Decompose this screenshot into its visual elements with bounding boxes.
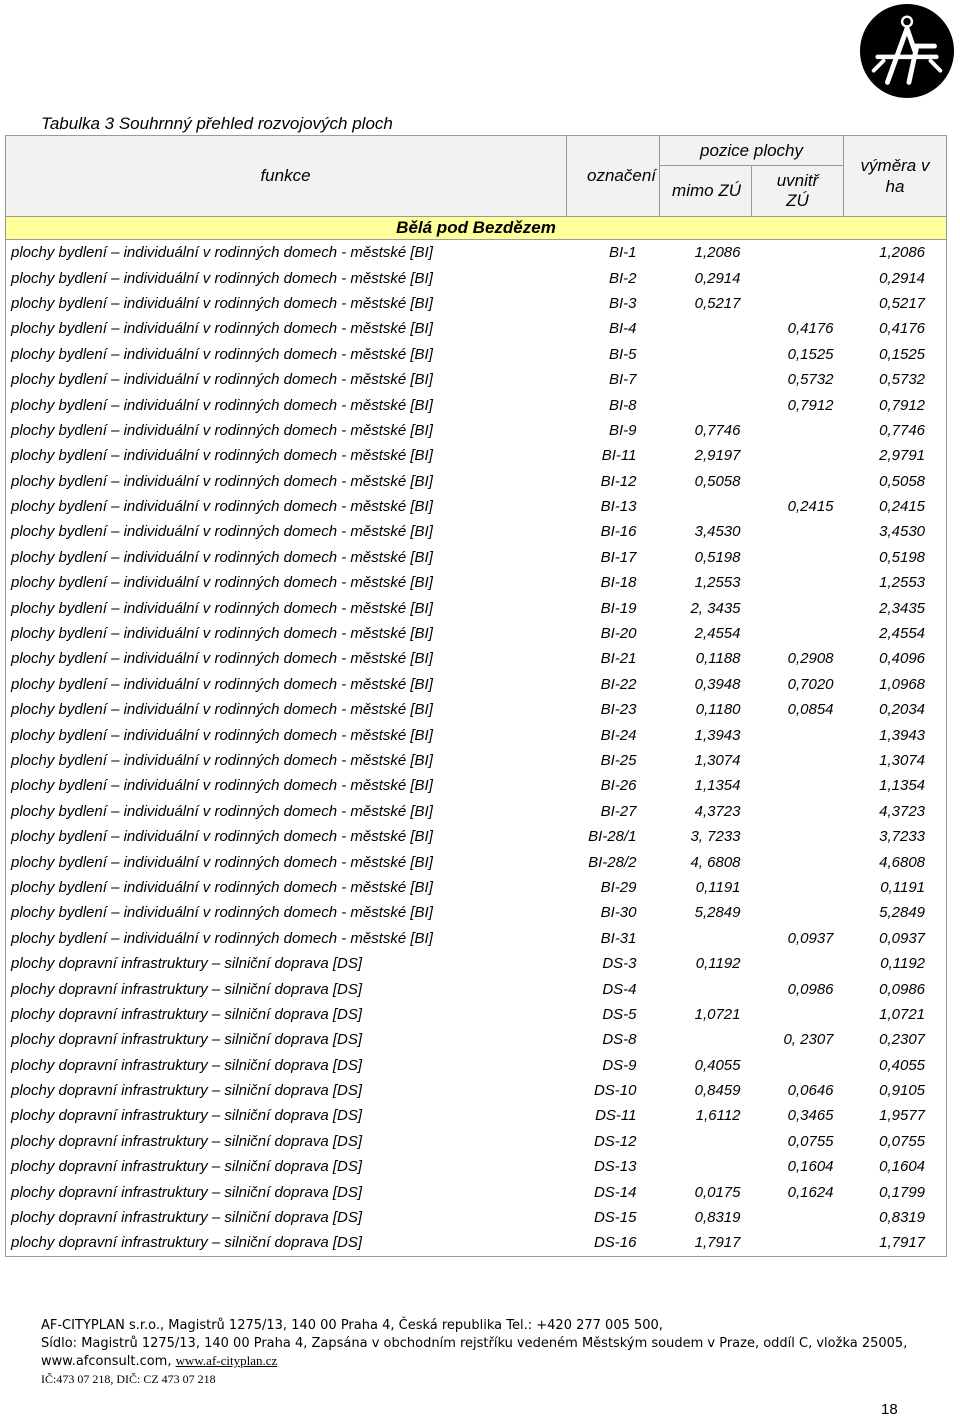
- table-row: [6, 494, 947, 519]
- cell-vymera: 0,7912: [844, 392, 947, 417]
- cell-vymera: 0,0755: [844, 1129, 947, 1154]
- cell-funkce: plochy bydlení – individuální v rodinných domech - městské [BI]: [6, 748, 567, 773]
- cell-oznaceni: BI-20: [600, 625, 637, 643]
- cell-oznaceni: BI-7: [608, 371, 637, 389]
- table-row: [6, 1179, 947, 1204]
- cell-funkce: plochy dopravní infrastruktury – silniční doprava [DS]: [6, 1129, 567, 1154]
- table-caption: Tabulka 3 Souhrnný přehled rozvojových ploch: [41, 114, 393, 133]
- table-row: [6, 951, 947, 976]
- cell-funkce: plochy bydlení – individuální v rodinných domech - městské [BI]: [6, 545, 567, 570]
- cell-mimo-zu: 0,2914: [694, 269, 741, 287]
- cell-uvnitr-zu: [752, 1053, 844, 1078]
- cell-uvnitr-zu: [752, 545, 844, 570]
- cell-funkce: plochy bydlení – individuální v rodinných domech - městské [BI]: [6, 570, 567, 595]
- cell-mimo-zu: 4,3723: [694, 802, 741, 820]
- cell-vymera: 0,9105: [844, 1078, 947, 1103]
- footer-web-afconsult: www.afconsult.com,: [41, 1354, 176, 1369]
- cell-mimo-zu: 2,9197: [694, 447, 741, 465]
- table-row: [6, 1103, 947, 1128]
- cell-uvnitr-zu: [752, 1205, 844, 1230]
- table-row: [6, 392, 947, 417]
- cell-mimo-zu: 0,0175: [694, 1183, 741, 1201]
- cell-funkce: plochy bydlení – individuální v rodinných domech - městské [BI]: [6, 469, 567, 494]
- cell-mimo-zu: 0,1180: [695, 701, 741, 719]
- cell-oznaceni: DS-13: [593, 1158, 637, 1176]
- cell-funkce: plochy bydlení – individuální v rodinných domech - městské [BI]: [6, 722, 567, 747]
- table-row: [6, 291, 947, 316]
- cell-funkce: plochy bydlení – individuální v rodinných domech - městské [BI]: [6, 367, 567, 392]
- table-row: [6, 672, 947, 697]
- table-row: [6, 570, 947, 595]
- cell-funkce: plochy bydlení – individuální v rodinných domech - městské [BI]: [6, 824, 567, 849]
- cell-funkce: plochy dopravní infrastruktury – silniční doprava [DS]: [6, 1027, 567, 1052]
- cell-mimo-zu: [660, 1154, 752, 1179]
- cell-mimo-zu: [660, 976, 752, 1001]
- table-row: [6, 519, 947, 544]
- cell-funkce: plochy dopravní infrastruktury – silniční doprava [DS]: [6, 1078, 567, 1103]
- cell-oznaceni: DS-10: [593, 1082, 637, 1100]
- cell-vymera: 4,6808: [844, 849, 947, 874]
- table-row: [6, 1154, 947, 1179]
- cell-uvnitr-zu: [752, 265, 844, 290]
- cell-uvnitr-zu: 0,2415: [787, 498, 834, 516]
- cell-vymera: 0,5058: [844, 469, 947, 494]
- table-row: [6, 1002, 947, 1027]
- cell-mimo-zu: 3, 7233: [690, 828, 741, 846]
- cell-funkce: plochy dopravní infrastruktury – silniční doprava [DS]: [6, 976, 567, 1001]
- table-row: [6, 1205, 947, 1230]
- cell-vymera: 0,0986: [844, 976, 947, 1001]
- table-row: [6, 824, 947, 849]
- cell-uvnitr-zu: 0,0854: [787, 701, 834, 719]
- cell-uvnitr-zu: [752, 519, 844, 544]
- cell-vymera: 0,1799: [844, 1179, 947, 1204]
- cell-vymera: 0,2914: [844, 265, 947, 290]
- cell-oznaceni: DS-4: [602, 980, 637, 998]
- cell-oznaceni: BI-3: [608, 294, 637, 312]
- cell-uvnitr-zu: 0,7912: [787, 396, 834, 414]
- table-row: [6, 595, 947, 620]
- table-row: [6, 1078, 947, 1103]
- cell-mimo-zu: 4, 6808: [690, 853, 741, 871]
- cell-vymera: 0,0937: [844, 926, 947, 951]
- cell-mimo-zu: 1,3074: [694, 752, 741, 769]
- cell-uvnitr-zu: 0,2908: [787, 650, 834, 668]
- cell-vymera: 0,5732: [844, 367, 947, 392]
- cell-uvnitr-zu: [752, 240, 844, 266]
- cell-mimo-zu: 1,3943: [694, 726, 741, 744]
- cell-mimo-zu: 2,4554: [694, 625, 741, 643]
- footer-link-cityplan[interactable]: www.af-cityplan.cz: [175, 1353, 278, 1368]
- cell-uvnitr-zu: 0,0646: [787, 1082, 834, 1100]
- cell-mimo-zu: 1,6112: [695, 1107, 741, 1125]
- cell-uvnitr-zu: [752, 621, 844, 646]
- cell-vymera: 1,3943: [844, 722, 947, 747]
- page-number: 18: [881, 1401, 898, 1418]
- cell-funkce: plochy dopravní infrastruktury – silniční doprava [DS]: [6, 1179, 567, 1204]
- cell-oznaceni: DS-8: [602, 1031, 637, 1049]
- cell-oznaceni: DS-15: [593, 1209, 637, 1227]
- footer-line-1: AF-CITYPLAN s.r.o., Magistrů 1275/13, 140 00 Praha 4, Česká republika Tel.: +420 277 005 500,: [41, 1318, 663, 1333]
- cell-vymera: 0,7746: [844, 418, 947, 443]
- table-row: [6, 240, 947, 266]
- cell-oznaceni: BI-21: [600, 650, 637, 668]
- table-row: [6, 849, 947, 874]
- cell-oznaceni: DS-16: [567, 1230, 660, 1256]
- table-row: [6, 748, 947, 773]
- table-row: [6, 976, 947, 1001]
- cell-oznaceni: BI-19: [600, 599, 637, 617]
- cell-funkce: plochy bydlení – individuální v rodinných domech - městské [BI]: [6, 494, 567, 519]
- cell-oznaceni: DS-9: [602, 1056, 637, 1074]
- cell-funkce: plochy dopravní infrastruktury – silniční doprava [DS]: [6, 951, 567, 976]
- cell-vymera: 0,1604: [844, 1154, 947, 1179]
- cell-oznaceni: BI-8: [608, 396, 637, 414]
- cell-uvnitr-zu: 0,5732: [787, 371, 834, 389]
- cell-uvnitr-zu: [752, 748, 844, 773]
- cell-uvnitr-zu: [752, 469, 844, 494]
- cell-oznaceni: BI-5: [608, 345, 637, 363]
- footer-line-2: Sídlo: Magistrů 1275/13, 140 00 Praha 4, Zapsána v obchodním rejstříku vedeném Městským soudem v Praze, oddíl C, vložka 25005,: [41, 1335, 908, 1351]
- cell-mimo-zu: 0,7746: [694, 421, 741, 439]
- cell-funkce: plochy bydlení – individuální v rodinných domech - městské [BI]: [6, 875, 567, 900]
- header-uvnitr-zu: uvnitř ZÚ: [752, 166, 844, 217]
- cell-oznaceni: BI-22: [600, 675, 637, 693]
- table-row: [6, 926, 947, 951]
- cell-mimo-zu: 1,0721: [694, 1005, 741, 1023]
- cell-mimo-zu: 1,2086: [694, 244, 741, 262]
- cell-uvnitr-zu: [752, 849, 844, 874]
- cell-oznaceni: BI-11: [601, 447, 637, 465]
- cell-vymera: 1,0968: [844, 672, 947, 697]
- cell-funkce: plochy bydlení – individuální v rodinných domech - městské [BI]: [6, 342, 567, 367]
- cell-mimo-zu: 1,7917: [660, 1230, 752, 1256]
- cell-oznaceni: BI-26: [600, 777, 637, 795]
- cell-oznaceni: BI-12: [600, 472, 637, 490]
- cell-uvnitr-zu: [752, 824, 844, 849]
- cell-oznaceni: BI-28/1: [588, 828, 637, 846]
- cell-oznaceni: BI-13: [600, 498, 637, 516]
- table-row: [6, 367, 947, 392]
- cell-uvnitr-zu: [752, 595, 844, 620]
- header-pozice: pozice plochy: [660, 136, 844, 166]
- cell-oznaceni: BI-2: [608, 269, 637, 287]
- cell-oznaceni: BI-9: [608, 421, 637, 439]
- cell-vymera: 0,1192: [844, 951, 947, 976]
- cell-uvnitr-zu: [752, 773, 844, 798]
- cell-uvnitr-zu: [752, 1230, 844, 1256]
- cell-oznaceni: BI-23: [600, 701, 637, 719]
- table-row: [6, 1027, 947, 1052]
- cell-oznaceni: BI-25: [600, 752, 637, 769]
- cell-oznaceni: BI-29: [600, 878, 637, 896]
- cell-mimo-zu: [660, 367, 752, 392]
- cell-mimo-zu: 0,5217: [694, 294, 741, 312]
- cell-funkce: plochy bydlení – individuální v rodinných domech - městské [BI]: [6, 672, 567, 697]
- cell-funkce: plochy bydlení – individuální v rodinných domech - městské [BI]: [6, 519, 567, 544]
- cell-mimo-zu: 2, 3435: [690, 599, 741, 617]
- cell-uvnitr-zu: [752, 570, 844, 595]
- cell-funkce: plochy bydlení – individuální v rodinných domech - městské [BI]: [6, 646, 567, 671]
- table-row: [6, 1230, 947, 1256]
- cell-uvnitr-zu: [752, 799, 844, 824]
- cell-mimo-zu: 0,3948: [694, 675, 741, 693]
- cell-funkce: plochy bydlení – individuální v rodinných domech - městské [BI]: [6, 291, 567, 316]
- cell-oznaceni: BI-17: [600, 548, 637, 566]
- table-row: [6, 773, 947, 798]
- af-logo: [858, 2, 956, 100]
- cell-funkce: plochy bydlení – individuální v rodinných domech - městské [BI]: [6, 926, 567, 951]
- header-mimo-zu: mimo ZÚ: [660, 166, 752, 217]
- table-row: [6, 697, 947, 722]
- cell-oznaceni: BI-30: [600, 904, 637, 922]
- header-funkce: funkce: [6, 136, 567, 217]
- table-row: [6, 875, 947, 900]
- cell-mimo-zu: 1,2553: [694, 574, 741, 592]
- cell-vymera: 2,4554: [844, 621, 947, 646]
- cell-vymera: 1,3074: [844, 748, 947, 773]
- cell-funkce: plochy dopravní infrastruktury – silniční doprava [DS]: [6, 1205, 567, 1230]
- cell-funkce: plochy dopravní infrastruktury – silniční doprava [DS]: [6, 1230, 567, 1256]
- cell-oznaceni: BI-28/2: [588, 853, 637, 871]
- cell-uvnitr-zu: 0, 2307: [783, 1031, 834, 1049]
- table-row: [6, 443, 947, 468]
- cell-funkce: plochy bydlení – individuální v rodinných domech - městské [BI]: [6, 418, 567, 443]
- cell-funkce: plochy bydlení – individuální v rodinných domech - městské [BI]: [6, 849, 567, 874]
- cell-vymera: 0,4176: [844, 316, 947, 341]
- header-vymera: výměra v ha: [844, 136, 947, 217]
- cell-oznaceni: BI-1: [608, 244, 637, 262]
- cell-vymera: 0,2034: [844, 697, 947, 722]
- table-row: [6, 1129, 947, 1154]
- cell-mimo-zu: [660, 1129, 752, 1154]
- cell-mimo-zu: 0,1192: [695, 955, 741, 973]
- table-row: [6, 646, 947, 671]
- cell-uvnitr-zu: [752, 900, 844, 925]
- cell-mimo-zu: 1,1354: [694, 777, 741, 795]
- cell-funkce: plochy dopravní infrastruktury – silniční doprava [DS]: [6, 1002, 567, 1027]
- header-oznaceni: označení: [567, 136, 660, 217]
- cell-vymera: 0,5198: [844, 545, 947, 570]
- cell-uvnitr-zu: 0,3465: [787, 1107, 834, 1125]
- cell-vymera: 4,3723: [844, 799, 947, 824]
- cell-vymera: 1,7917: [844, 1230, 947, 1256]
- cell-vymera: 1,9577: [844, 1103, 947, 1128]
- cell-funkce: plochy bydlení – individuální v rodinných domech - městské [BI]: [6, 697, 567, 722]
- cell-mimo-zu: [660, 316, 752, 341]
- cell-funkce: plochy bydlení – individuální v rodinných domech - městské [BI]: [6, 265, 567, 290]
- cell-vymera: 5,2849: [844, 900, 947, 925]
- cell-uvnitr-zu: 0,1604: [787, 1158, 834, 1176]
- cell-vymera: 0,4055: [844, 1053, 947, 1078]
- table-row: [6, 799, 947, 824]
- cell-vymera: 0,1525: [844, 342, 947, 367]
- cell-funkce: plochy bydlení – individuální v rodinných domech - městské [BI]: [6, 773, 567, 798]
- cell-uvnitr-zu: [752, 291, 844, 316]
- development-areas-table: [5, 135, 946, 1257]
- cell-vymera: 2,3435: [844, 595, 947, 620]
- footer-line-4: IČ:473 07 218, DIČ: CZ 473 07 218: [41, 1371, 216, 1386]
- cell-mimo-zu: [660, 1027, 752, 1052]
- table-row: [6, 265, 947, 290]
- cell-oznaceni: BI-31: [600, 929, 637, 947]
- cell-oznaceni: DS-5: [602, 1005, 637, 1023]
- cell-uvnitr-zu: 0,0937: [787, 929, 834, 947]
- table-row: [6, 418, 947, 443]
- cell-mimo-zu: [660, 342, 752, 367]
- cell-oznaceni: BI-27: [600, 802, 637, 820]
- cell-vymera: 0,5217: [844, 291, 947, 316]
- cell-funkce: plochy dopravní infrastruktury – silniční doprava [DS]: [6, 1053, 567, 1078]
- cell-oznaceni: BI-18: [600, 574, 637, 592]
- cell-oznaceni: DS-3: [602, 955, 637, 973]
- table-row: [6, 545, 947, 570]
- cell-oznaceni: DS-12: [593, 1132, 637, 1150]
- cell-oznaceni: BI-16: [600, 523, 637, 541]
- cell-uvnitr-zu: [752, 1002, 844, 1027]
- cell-vymera: 3,4530: [844, 519, 947, 544]
- cell-funkce: plochy bydlení – individuální v rodinných domech - městské [BI]: [6, 900, 567, 925]
- cell-oznaceni: BI-24: [600, 726, 637, 744]
- table-row: [6, 900, 947, 925]
- cell-oznaceni: DS-11: [595, 1107, 637, 1125]
- table-row: [6, 722, 947, 747]
- cell-mimo-zu: [660, 392, 752, 417]
- cell-mimo-zu: 0,1191: [695, 878, 741, 896]
- section-title: Bělá pod Bezdězem: [6, 217, 947, 240]
- cell-vymera: 1,0721: [844, 1002, 947, 1027]
- cell-funkce: plochy bydlení – individuální v rodinných domech - městské [BI]: [6, 392, 567, 417]
- cell-vymera: 2,9791: [844, 443, 947, 468]
- cell-mimo-zu: 0,1188: [695, 650, 741, 668]
- cell-vymera: 3,7233: [844, 824, 947, 849]
- cell-mimo-zu: 0,8459: [694, 1082, 741, 1100]
- cell-mimo-zu: 3,4530: [694, 523, 741, 541]
- cell-uvnitr-zu: [752, 443, 844, 468]
- cell-mimo-zu: 0,4055: [694, 1056, 741, 1074]
- cell-oznaceni: DS-14: [593, 1183, 637, 1201]
- cell-funkce: plochy bydlení – individuální v rodinných domech - městské [BI]: [6, 443, 567, 468]
- cell-funkce: plochy bydlení – individuální v rodinných domech - městské [BI]: [6, 595, 567, 620]
- cell-mimo-zu: 0,5198: [694, 548, 741, 566]
- cell-funkce: plochy bydlení – individuální v rodinných domech - městské [BI]: [6, 240, 567, 266]
- cell-vymera: 0,1191: [844, 875, 947, 900]
- cell-vymera: 0,4096: [844, 646, 947, 671]
- cell-uvnitr-zu: 0,0986: [787, 980, 834, 998]
- cell-funkce: plochy bydlení – individuální v rodinných domech - městské [BI]: [6, 621, 567, 646]
- cell-vymera: 1,1354: [844, 773, 947, 798]
- cell-funkce: plochy dopravní infrastruktury – silniční doprava [DS]: [6, 1154, 567, 1179]
- cell-mimo-zu: 0,5058: [694, 472, 741, 490]
- table-row: [6, 316, 947, 341]
- cell-funkce: plochy dopravní infrastruktury – silniční doprava [DS]: [6, 1103, 567, 1128]
- cell-uvnitr-zu: [752, 875, 844, 900]
- cell-funkce: plochy bydlení – individuální v rodinných domech - městské [BI]: [6, 799, 567, 824]
- cell-vymera: 0,8319: [844, 1205, 947, 1230]
- cell-uvnitr-zu: 0,4176: [787, 320, 834, 338]
- cell-uvnitr-zu: 0,1525: [787, 345, 834, 363]
- footer: [41, 1317, 907, 1388]
- cell-funkce: plochy bydlení – individuální v rodinných domech - městské [BI]: [6, 316, 567, 341]
- cell-uvnitr-zu: [752, 418, 844, 443]
- cell-mimo-zu: 5,2849: [694, 904, 741, 922]
- cell-uvnitr-zu: 0,7020: [787, 675, 834, 693]
- footer-line-3: [41, 1352, 907, 1371]
- cell-vymera: 1,2086: [844, 240, 947, 266]
- cell-mimo-zu: [660, 926, 752, 951]
- cell-vymera: 0,2415: [844, 494, 947, 519]
- cell-uvnitr-zu: 0,0755: [787, 1132, 834, 1150]
- cell-oznaceni: BI-4: [608, 320, 637, 338]
- cell-mimo-zu: 0,8319: [694, 1209, 741, 1227]
- table-row: [6, 1053, 947, 1078]
- cell-uvnitr-zu: 0,1624: [787, 1183, 834, 1201]
- table-row: [6, 342, 947, 367]
- cell-vymera: 1,2553: [844, 570, 947, 595]
- cell-vymera: 0,2307: [844, 1027, 947, 1052]
- table-row: [6, 621, 947, 646]
- cell-uvnitr-zu: [752, 951, 844, 976]
- cell-mimo-zu: [660, 494, 752, 519]
- cell-uvnitr-zu: [752, 722, 844, 747]
- table-row: [6, 469, 947, 494]
